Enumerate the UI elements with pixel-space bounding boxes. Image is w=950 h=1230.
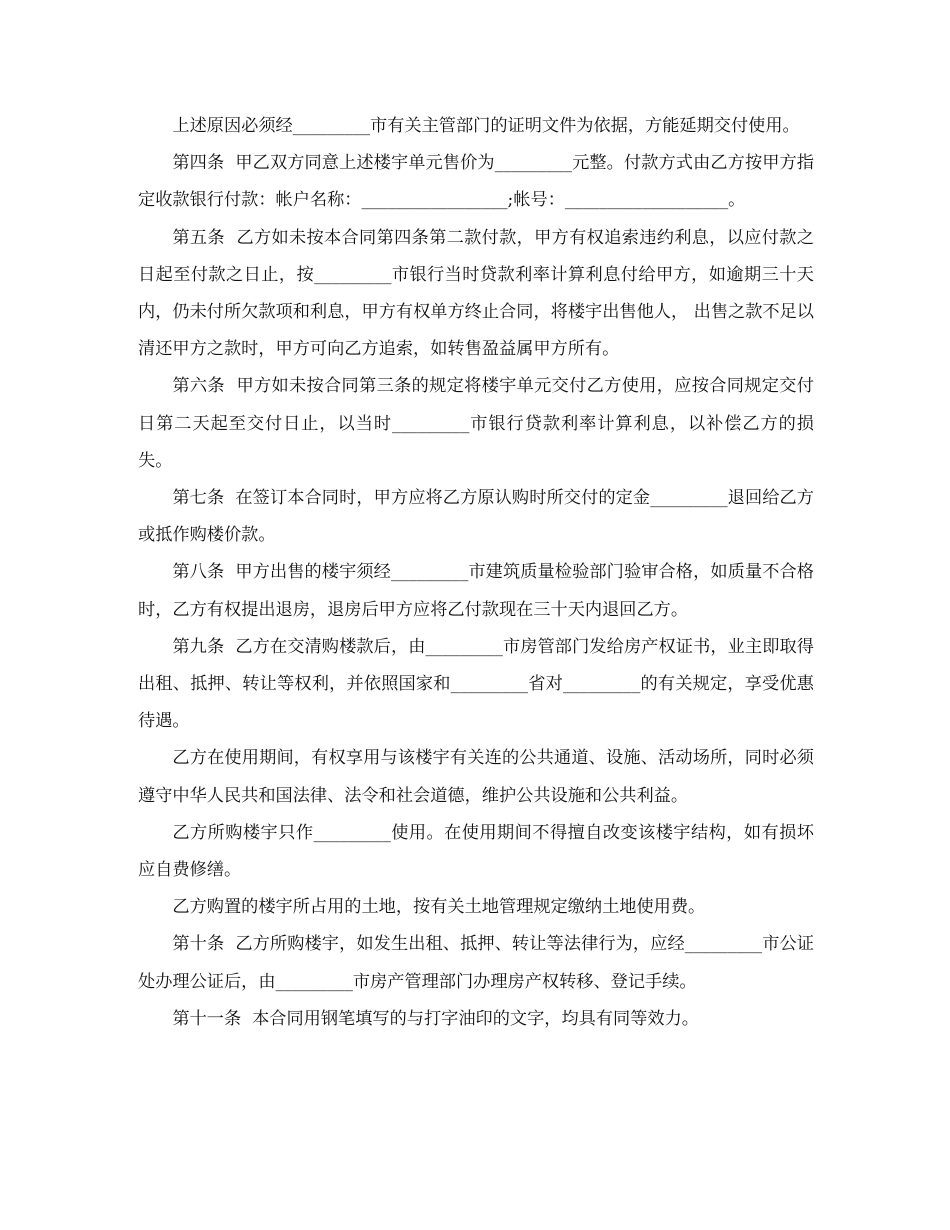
paragraph-public-facilities: 乙方在使用期间，有权享用与该楼宇有关连的公共通道、设施、活动场所，同时必须遵守中华人民共和国法律、法令和社会道德，维护公共设施和公共利益。 xyxy=(138,748,814,806)
article-8-quality-inspection: 第八条 甲方出售的楼宇须经_________市建筑质量检验部门验审合格，如质量不合格时，乙方有权提出退房，退房后甲方应将乙付款现在三十天内退回乙方。 xyxy=(138,562,814,620)
contract-page xyxy=(138,108,814,1038)
article-4-price-payment: 第四条 甲乙双方同意上述楼宇单元售价为_________元整。付款方式由乙方按甲方指定收款银行付款：帐户名称：_________________;帐号：___________________。 xyxy=(138,153,814,211)
article-11-validity: 第十一条 本合同用钢笔填写的与打字油印的文字，均具有同等效力。 xyxy=(172,1008,699,1029)
paragraph-land-use-fee: 乙方购置的楼宇所占用的土地，按有关土地管理规定缴纳土地使用费。 xyxy=(172,897,706,918)
article-7-deposit: 第七条 在签订本合同时，甲方应将乙方原认购时所交付的定金_________退回给乙方或抵作购楼价款。 xyxy=(138,488,814,546)
article-6-late-delivery: 第六条 甲方如未按合同第三条的规定将楼宇单元交付乙方使用，应按合同规定交付日第二天起至交付日止，以当时_________市银行贷款利率计算利息，以补偿乙方的损失。 xyxy=(138,376,814,471)
article-9-property-certificate: 第九条 乙方在交清购楼款后，由_________市房管部门发给房产权证书，业主即取得出租、抵押、转让等权利，并依照国家和_________省对_________的有关规定，享受优惠待遇。 xyxy=(138,636,814,732)
paragraph-usage-restriction: 乙方所购楼宇只作_________使用。在使用期间不得擅自改变该楼宇结构，如有损坏应自费修缮。 xyxy=(138,822,814,881)
paragraph-delivery-proof: 上述原因必须经_________市有关主管部门的证明文件为依据，方能延期交付使用。 xyxy=(172,116,800,136)
article-5-late-payment: 第五条 乙方如未按本合同第四条第二款付款，甲方有权追索违约利息，以应付款之日起至付款之日止，按_________市银行当时贷款利率计算利息付给甲方，如逾期三十天内，仍未付所欠款项和利息，甲方有权单方终止合同，将楼宇出售他人， 出售之款不足以清还甲方之款时，甲方可向乙方追索，如转售盈益属甲方所有。 xyxy=(138,227,814,360)
article-10-notarization: 第十条 乙方所购楼宇，如发生出租、抵押、转让等法律行为，应经_________市公证处办理公证后，由_________市房产管理部门办理房产权转移、登记手续。 xyxy=(138,934,814,992)
